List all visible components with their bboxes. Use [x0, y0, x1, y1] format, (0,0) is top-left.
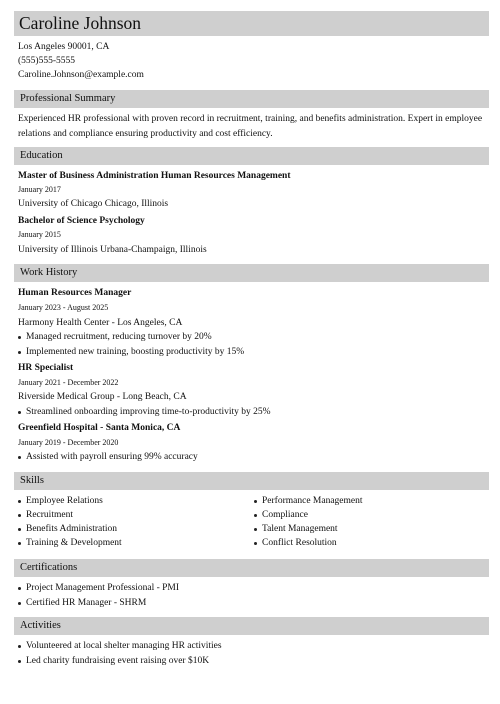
job-dates: January 2019 - December 2020 — [18, 438, 119, 447]
skill-item: Talent Management — [254, 523, 338, 535]
skills-section-title: Skills — [20, 475, 44, 486]
skill-item: Recruitment — [18, 509, 73, 521]
skills-section-header — [14, 472, 489, 490]
skill-item: Training & Development — [18, 537, 122, 549]
work-section-title: Work History — [20, 267, 78, 278]
job-title: HR Specialist — [18, 363, 74, 373]
job-bullet: Managed recruitment, reducing turnover by 20% — [18, 331, 212, 343]
job-bullet: Streamlined onboarding improving time-to-productivity by 25% — [18, 406, 271, 418]
activity-item: Volunteered at local shelter managing HR activities — [18, 640, 222, 652]
skill-item: Employee Relations — [18, 495, 103, 507]
education-section-header — [14, 147, 489, 165]
activity-item: Led charity fundraising event raising over $10K — [18, 655, 209, 667]
work-section-header — [14, 264, 489, 282]
certifications-section-title: Certifications — [20, 562, 78, 573]
skill-item: Performance Management — [254, 495, 363, 507]
job-bullet: Assisted with payroll ensuring 99% accuracy — [18, 451, 198, 463]
summary-section-title: Professional Summary — [20, 93, 116, 104]
skill-item: Conflict Resolution — [254, 537, 337, 549]
job-title: Human Resources Manager — [18, 288, 132, 298]
education-degree: Bachelor of Science Psychology — [18, 216, 145, 226]
summary-section-header — [14, 90, 489, 108]
job-bullet: Implemented new training, boosting productivity by 15% — [18, 346, 244, 358]
certification-item: Certified HR Manager - SHRM — [18, 597, 146, 609]
contact-address: Los Angeles 90001, CA — [18, 42, 110, 52]
skill-item: Benefits Administration — [18, 523, 117, 535]
job-company: Harmony Health Center - Los Angeles, CA — [18, 318, 183, 328]
candidate-name: Caroline Johnson — [19, 13, 142, 33]
education-section-title: Education — [20, 150, 63, 161]
education-degree: Master of Business Administration Human Resources Management — [18, 171, 291, 181]
job-dates: January 2021 - December 2022 — [18, 378, 119, 387]
activities-section-title: Activities — [20, 620, 61, 631]
education-school: University of Chicago Chicago, Illinois — [18, 199, 169, 209]
contact-phone: (555)555-5555 — [18, 56, 75, 66]
certifications-section-header — [14, 559, 489, 577]
education-school: University of Illinois Urbana-Champaign, Illinois — [18, 245, 207, 255]
activities-section-header — [14, 617, 489, 635]
contact-email: Caroline.Johnson@example.com — [18, 70, 144, 80]
skill-item: Compliance — [254, 509, 308, 521]
certification-item: Project Management Professional - PMI — [18, 582, 179, 594]
job-dates: January 2023 - August 2025 — [18, 303, 109, 312]
name-header-bar — [14, 11, 489, 36]
job-title: Greenfield Hospital - Santa Monica, CA — [18, 423, 181, 433]
education-date: January 2017 — [18, 185, 61, 194]
summary-text: Experienced HR professional with proven record in recruitment, training, and benefits administration. Expert in employee relations and compliance ensuring productivity and cost efficiency. — [18, 114, 483, 139]
education-date: January 2015 — [18, 230, 61, 239]
job-company: Riverside Medical Group - Long Beach, CA — [18, 392, 187, 402]
